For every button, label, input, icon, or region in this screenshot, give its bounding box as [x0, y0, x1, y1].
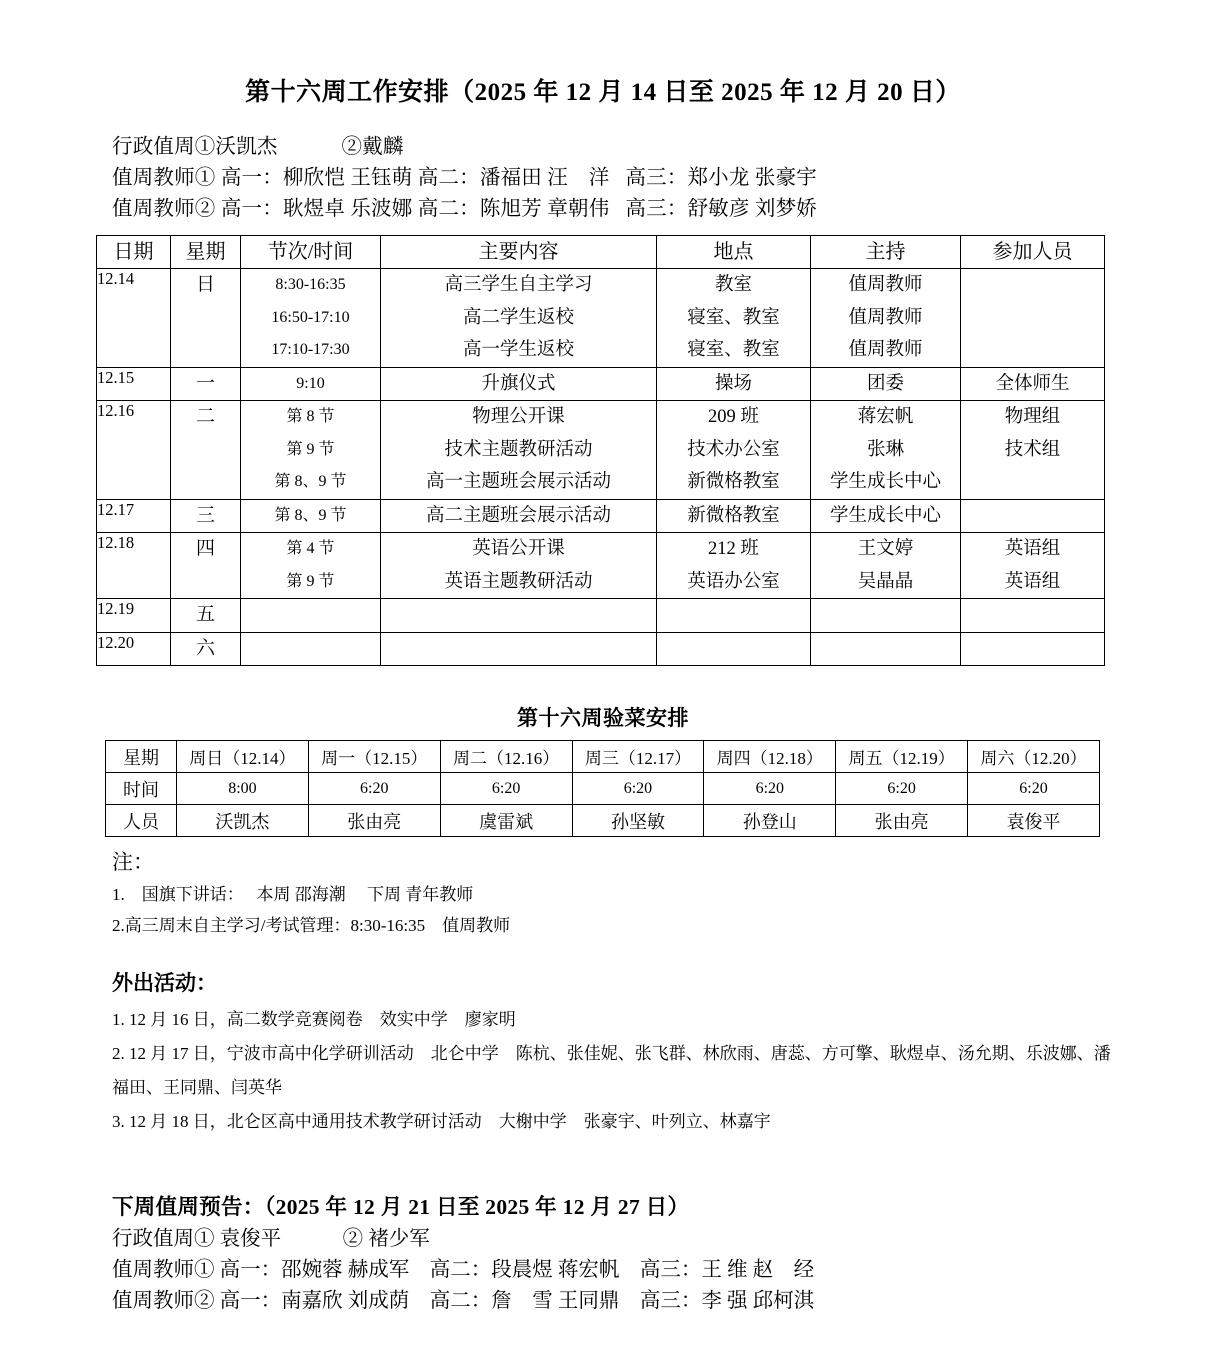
- cell-host: [811, 533, 961, 599]
- next-week-heading: 下周值周预告：（2025 年 12 月 21 日至 2025 年 12 月 27 日）: [112, 1195, 690, 1220]
- cell-content: [381, 401, 657, 500]
- cell-attendees-line: [961, 466, 1104, 499]
- cell-host-line: 吴晶晶: [857, 571, 914, 592]
- cell-attendees-line: [961, 500, 1104, 533]
- cell-content: [381, 632, 657, 666]
- note-item: 2.高三周末自主学习/考试管理：8:30-16:35 值周教师: [112, 916, 511, 936]
- cell-period: [241, 632, 381, 666]
- cell-host-line: 值周教师: [848, 307, 923, 328]
- cell-date: 12.18: [97, 533, 171, 599]
- cell-period-line: 第 9 节: [286, 572, 335, 590]
- cell-host: [811, 599, 961, 633]
- cell-content-line: 高二学生返校: [462, 307, 574, 328]
- outing-heading: 外出活动：: [112, 970, 217, 995]
- cell-attendees: [961, 401, 1105, 500]
- table-row: [97, 499, 1105, 533]
- outing-activities-block: [112, 968, 1206, 1140]
- cell-host: [811, 269, 961, 368]
- cell-date: 12.17: [97, 499, 171, 533]
- cell-date: 12.15: [97, 367, 171, 401]
- cell-place: [657, 632, 811, 666]
- outing-item: 3. 12 月 18 日，北仑区高中通用技术教学研讨活动 大榭中学 张豪宇、叶列立、林嘉宇: [112, 1112, 771, 1132]
- cell-attendees: [961, 599, 1105, 633]
- cell-host-line: 王文婷: [857, 539, 914, 560]
- cell-period-line: 8:30-16:35: [275, 276, 346, 294]
- cell-period: [241, 533, 381, 599]
- meal-day-cell: 周二（12.16）: [440, 741, 572, 773]
- meal-time-cell: 8:00: [177, 773, 309, 805]
- col-header-host: 主持: [811, 236, 961, 269]
- cell-weekday: 一: [171, 367, 241, 401]
- table-row: [97, 533, 1105, 599]
- cell-place-line: 寝室、教室: [687, 340, 780, 361]
- cell-content-line: 高一主题班会展示活动: [425, 472, 611, 493]
- cell-weekday: 四: [171, 533, 241, 599]
- cell-host-line: 学生成长中心: [829, 505, 941, 526]
- meal-table-row: [106, 741, 1100, 773]
- cell-place: [657, 401, 811, 500]
- table-row: [97, 367, 1105, 401]
- outing-item: 2. 12 月 17 日，宁波市高中化学研训活动 北仑中学 陈杭、张佳妮、张飞群、林欣雨、唐蕊、方可擎、耿煜卓、汤允期、乐波娜、潘福田、王同鼎、闫英华: [112, 1044, 1111, 1098]
- cell-place: [657, 269, 811, 368]
- cell-place-line: 209 班: [708, 407, 759, 428]
- cell-host-line: [811, 633, 960, 666]
- cell-date: 12.14: [97, 269, 171, 368]
- cell-content: [381, 599, 657, 633]
- cell-period-line: 第 4 节: [286, 540, 335, 558]
- cell-content-line: 英语公开课: [472, 539, 565, 560]
- cell-attendees-line: [961, 269, 1104, 302]
- table-row: [97, 401, 1105, 500]
- page-title: 第十六周工作安排（2025 年 12 月 14 日至 2025 年 12 月 20 日）: [245, 79, 961, 106]
- cell-content-line: 物理公开课: [472, 407, 565, 428]
- cell-attendees-line: 物理组: [1004, 407, 1061, 428]
- cell-attendees-line: [961, 633, 1104, 666]
- cell-period-line: 9:10: [296, 374, 325, 392]
- cell-host-line: 值周教师: [848, 275, 923, 296]
- next-week-duty-teacher-group-1-line: 值周教师① 高一：邵婉蓉 赫成军 高二：段晨煜 蒋宏帆 高三：王 维 赵 经: [112, 1258, 815, 1281]
- cell-host: [811, 499, 961, 533]
- meal-row-label: 星期: [106, 741, 177, 773]
- meal-day-cell: 周一（12.15）: [308, 741, 440, 773]
- cell-place-line: 212 班: [708, 539, 759, 560]
- next-week-preview-block: [112, 1191, 1206, 1317]
- cell-place-line: [657, 599, 810, 632]
- cell-period-line: [241, 599, 380, 632]
- meal-person-cell: 孙坚敏: [572, 805, 704, 837]
- table-row: [97, 632, 1105, 666]
- duty-roster-block: [112, 132, 1206, 225]
- meal-table-body: [106, 741, 1100, 837]
- meal-person-cell: 袁俊平: [968, 805, 1100, 837]
- cell-host: [811, 401, 961, 500]
- meal-person-cell: 沃凯杰: [177, 805, 309, 837]
- cell-weekday: 日: [171, 269, 241, 368]
- cell-attendees: [961, 533, 1105, 599]
- cell-weekday: 二: [171, 401, 241, 500]
- cell-content-line: 技术主题教研活动: [444, 439, 593, 460]
- meal-day-cell: 周三（12.17）: [572, 741, 704, 773]
- cell-place-line: [657, 633, 810, 666]
- meal-person-cell: 孙登山: [704, 805, 836, 837]
- cell-place-line: 英语办公室: [687, 571, 780, 592]
- cell-content-line: [381, 633, 656, 666]
- cell-period: [241, 599, 381, 633]
- cell-host: [811, 367, 961, 401]
- cell-attendees-line: 英语组: [1004, 539, 1061, 560]
- cell-host-line: 学生成长中心: [829, 472, 941, 493]
- meal-person-cell: 张由亮: [836, 805, 968, 837]
- cell-attendees: [961, 269, 1105, 368]
- col-header-weekday: 星期: [171, 236, 241, 269]
- cell-period: [241, 401, 381, 500]
- cell-host-line: 蒋宏帆: [857, 407, 914, 428]
- col-header-date: 日期: [97, 236, 171, 269]
- cell-place-line: 寝室、教室: [687, 307, 780, 328]
- cell-attendees: [961, 499, 1105, 533]
- cell-attendees: [961, 367, 1105, 401]
- cell-host-line: 值周教师: [848, 340, 923, 361]
- cell-place-line: 新微格教室: [687, 505, 780, 526]
- cell-period-line: 第 8 节: [286, 408, 335, 426]
- col-header-attendees: 参加人员: [961, 236, 1105, 269]
- weekly-schedule-table: [96, 235, 1105, 666]
- cell-content: [381, 269, 657, 368]
- cell-host: [811, 632, 961, 666]
- cell-attendees-line: 技术组: [1004, 439, 1061, 460]
- meal-time-cell: 6:20: [572, 773, 704, 805]
- duty-teacher-group-1-line: 值周教师① 高一：柳欣恺 王钰萌 高二：潘福田 汪 洋 高三：郑小龙 张豪宇: [112, 167, 817, 190]
- cell-content-line: 英语主题教研活动: [444, 571, 593, 592]
- duty-teacher-group-2-line: 值周教师② 高一：耿煜卓 乐波娜 高二：陈旭芳 章朝伟 高三：舒敏彦 刘梦娇: [112, 198, 817, 221]
- cell-host-line: 张琳: [866, 439, 904, 460]
- cell-place: [657, 499, 811, 533]
- table-header-row: [97, 236, 1105, 269]
- col-header-content: 主要内容: [381, 236, 657, 269]
- meal-time-cell: 6:20: [440, 773, 572, 805]
- cell-date: 12.19: [97, 599, 171, 633]
- cell-attendees-line: 全体师生: [995, 373, 1070, 394]
- notes-list: [112, 879, 1206, 942]
- cell-weekday: 六: [171, 632, 241, 666]
- meal-time-cell: 6:20: [704, 773, 836, 805]
- next-week-admin-duty-line: 行政值周① 袁俊平 ② 褚少军: [112, 1227, 430, 1250]
- cell-content-line: [381, 599, 656, 632]
- cell-period-line: 16:50-17:10: [271, 308, 350, 326]
- notes-heading: 注：: [112, 850, 154, 875]
- cell-period-line: 第 8、9 节: [274, 473, 347, 491]
- cell-content: [381, 367, 657, 401]
- meal-day-cell: 周六（12.20）: [968, 741, 1100, 773]
- cell-weekday: 五: [171, 599, 241, 633]
- cell-attendees-line: [961, 334, 1104, 367]
- table-row: [97, 269, 1105, 368]
- cell-host-line: [811, 599, 960, 632]
- outing-list: [112, 1003, 1206, 1139]
- meal-time-cell: 6:20: [836, 773, 968, 805]
- meal-inspection-table: [105, 740, 1100, 837]
- admin-duty-line: 行政值周①沃凯杰 ②戴麟: [112, 136, 404, 158]
- cell-place: [657, 367, 811, 401]
- cell-place-line: 新微格教室: [687, 472, 780, 493]
- cell-place-line: 教室: [714, 275, 752, 296]
- cell-period: [241, 269, 381, 368]
- cell-content-line: 高二主题班会展示活动: [425, 505, 611, 526]
- schedule-table-body: [97, 269, 1105, 666]
- cell-period-line: [241, 633, 380, 666]
- note-item: 1. 国旗下讲话： 本周 邵海潮 下周 青年教师: [112, 884, 474, 904]
- cell-content-line: 高一学生返校: [462, 340, 574, 361]
- meal-table-row: [106, 773, 1100, 805]
- cell-attendees-line: [961, 302, 1104, 335]
- col-header-period: 节次/时间: [241, 236, 381, 269]
- cell-attendees: [961, 632, 1105, 666]
- cell-place-line: 操场: [714, 373, 752, 394]
- cell-place: [657, 599, 811, 633]
- meal-section-title: 第十六周验菜安排: [517, 706, 689, 731]
- meal-time-cell: 6:20: [308, 773, 440, 805]
- meal-day-cell: 周四（12.18）: [704, 741, 836, 773]
- notes-block: [112, 847, 1206, 941]
- cell-period-line: 第 8、9 节: [274, 506, 347, 524]
- meal-person-cell: 张由亮: [308, 805, 440, 837]
- cell-place: [657, 533, 811, 599]
- outing-item: 1. 12 月 16 日，高二数学竞赛阅卷 效实中学 廖家明: [112, 1010, 516, 1030]
- cell-period-line: 17:10-17:30: [271, 341, 350, 359]
- meal-person-cell: 虞雷斌: [440, 805, 572, 837]
- table-row: [97, 599, 1105, 633]
- cell-content: [381, 533, 657, 599]
- meal-time-cell: 6:20: [968, 773, 1100, 805]
- cell-date: 12.16: [97, 401, 171, 500]
- cell-place-line: 技术办公室: [687, 439, 780, 460]
- meal-row-label: 人员: [106, 805, 177, 837]
- meal-table-row: [106, 805, 1100, 837]
- cell-period: [241, 367, 381, 401]
- cell-weekday: 三: [171, 499, 241, 533]
- cell-attendees-line: [961, 599, 1104, 632]
- cell-period: [241, 499, 381, 533]
- meal-day-cell: 周日（12.14）: [177, 741, 309, 773]
- next-week-duty-teacher-group-2-line: 值周教师② 高一：南嘉欣 刘成荫 高二：詹 雪 王同鼎 高三：李 强 邱柯淇: [112, 1289, 815, 1312]
- meal-row-label: 时间: [106, 773, 177, 805]
- cell-period-line: 第 9 节: [286, 440, 335, 458]
- cell-content: [381, 499, 657, 533]
- cell-host-line: 团委: [866, 373, 904, 394]
- cell-content-line: 高三学生自主学习: [444, 275, 593, 296]
- meal-day-cell: 周五（12.19）: [836, 741, 968, 773]
- cell-attendees-line: 英语组: [1004, 571, 1061, 592]
- col-header-place: 地点: [657, 236, 811, 269]
- cell-date: 12.20: [97, 632, 171, 666]
- cell-content-line: 升旗仪式: [481, 373, 556, 394]
